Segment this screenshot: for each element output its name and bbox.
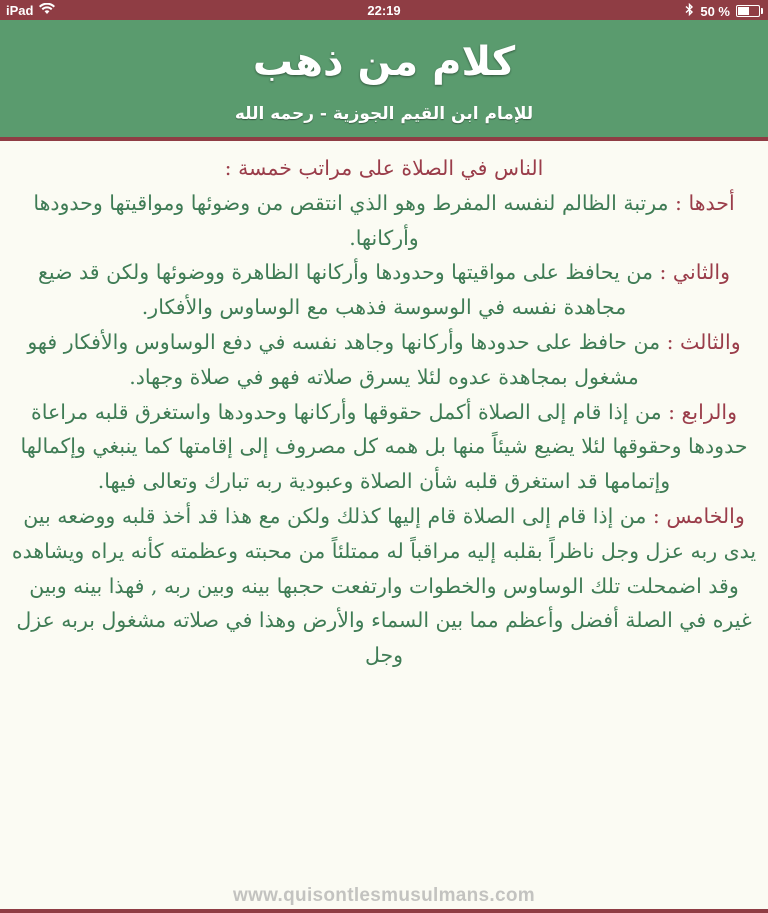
page-subtitle: للإمام ابن القيم الجوزية - رحمه الله	[234, 104, 534, 124]
paragraph-body: من يحافظ على مواقيتها وحدودها وأركانها الظاهرة ووضوئها ولكن قد ضيع مجاهدة نفسه في الوسوسة فذهب مع الوساوس والأفكار.	[38, 260, 660, 320]
paragraph-lead: والثالث :	[666, 329, 741, 354]
paragraph-5	[8, 499, 760, 673]
battery-fill	[738, 7, 749, 15]
status-time: 22:19	[367, 3, 401, 18]
paragraph-1	[8, 186, 760, 256]
paragraph-2	[8, 255, 760, 325]
battery-icon	[736, 5, 760, 17]
paragraph-lead: أحدها :	[675, 190, 735, 215]
paragraph-3	[8, 325, 760, 395]
battery-percent: 50 %	[700, 3, 730, 19]
paragraph-lead: والثاني :	[659, 260, 730, 285]
bluetooth-icon	[685, 3, 694, 19]
paragraph-body: مرتبة الظالم لنفسه المفرط وهو الذي انتقص من وضوئها ومواقيتها وحدودها وأركانها.	[33, 190, 676, 250]
paragraph-body: من إذا قام إلى الصلاة قام إليها كذلك ولكن مع هذا قد أخذ قلبه ووضعه بين يدى ربه عزل وجل ناظراً بقلبه إليه مراقباً له ممتلئاً من محبته وعظمته كأنه يراه ويشاهده وقد اضمحلت تلك الوساوس والخطوات وارتفعت حجبها بينه وبين ربه , فهذا بينه وبين غيره في الصلة أفضل وأعظم مما بين السماء والأرض وهذا في صلاته مشغول بربه عزل وجل	[11, 503, 757, 668]
section-heading: الناس في الصلاة على مراتب خمسة :	[224, 156, 544, 180]
page-title: كلام من ذهب	[252, 39, 516, 85]
paragraph-body: من إذا قام إلى الصلاة أكمل حقوقها وأركانها وحدودها واستغرق قلبه مراعاة حدودها وحقوقها لئلا يضيع شيئاً منها بل همه كل مصروف إلى إقامتها كما ينبغي وإكمالها وإتمامها قد استغرق قلبه شأن الصلاة وعبودية ربه تبارك وتعالى فيها.	[20, 399, 748, 494]
device-label: iPad	[6, 3, 34, 18]
paragraph-body: من حافظ على حدودها وأركانها وجاهد نفسه في دفع الوساوس والأفكار فهو مشغول بمجاهدة عدوه لئلا يسرق صلاته فهو في صلاة وجهاد.	[27, 329, 667, 389]
article-text	[0, 141, 768, 673]
status-bar	[0, 0, 768, 20]
paragraph-lead: والخامس :	[652, 503, 745, 528]
paragraph-4	[8, 395, 760, 499]
status-right	[685, 3, 760, 19]
paragraph-lead: والرابع :	[668, 399, 737, 424]
watermark: www.quisontlesmusulmans.com	[233, 885, 535, 906]
header	[0, 20, 768, 141]
content-scroll-area[interactable]	[0, 141, 768, 913]
